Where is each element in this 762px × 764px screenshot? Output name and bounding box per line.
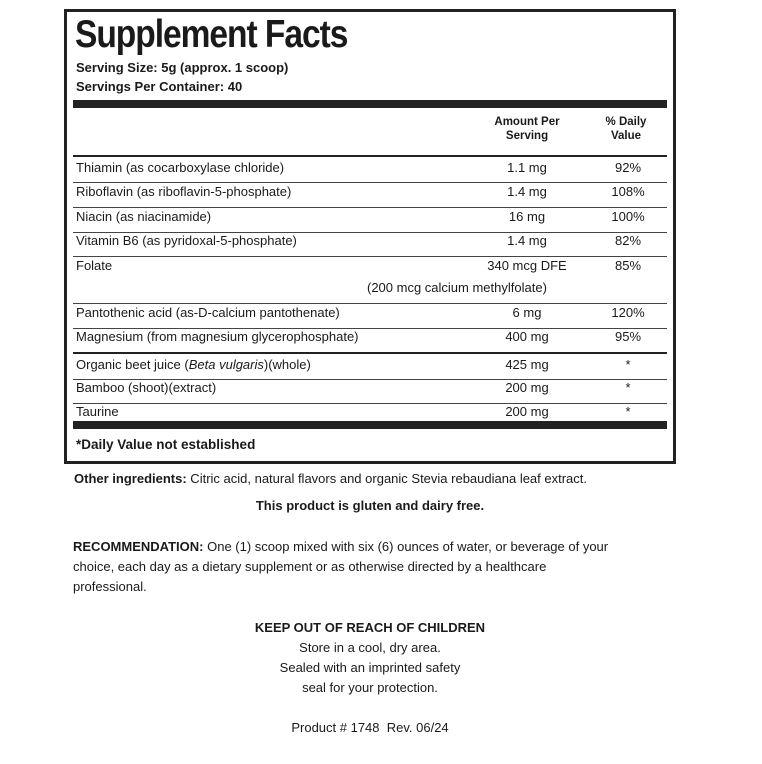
nutrient-name: Thiamin (as cocarboxylase chloride) [76,160,285,175]
ingredient-name: Bamboo (shoot)(extract) [76,380,217,395]
gluten-statement: This product is gluten and dairy free. [255,498,485,513]
top-thick-bar [73,100,667,108]
other-ingredients-label: Other ingredients: [74,471,187,486]
warning-title: KEEP OUT OF REACH OF CHILDREN [254,620,486,635]
nutrient-dv: 82% [614,233,642,248]
header-amount-line1: Amount Per [494,116,560,128]
nutrient-dv: 85% [614,258,642,273]
nutrient-name: Magnesium (from magnesium glycerophosphate) [76,329,359,344]
other-ingredients [74,469,587,489]
nutrient-amount: 6 mg [512,305,542,320]
bottom-thick-bar [73,421,667,429]
ingredient-name [76,355,311,375]
nutrient-amount: 16 mg [508,209,546,224]
ingredient-amount: 425 mg [505,357,549,372]
supplement-facts-panel [64,9,676,464]
nutrient-dv: 120% [611,305,645,320]
nutrient-row-vitamin-b6 [76,231,667,253]
serving-size: Serving Size: 5g (approx. 1 scoop) [76,60,289,75]
nutrient-row-niacin [76,207,667,229]
nutrient-name: Vitamin B6 (as pyridoxal-5-phosphate) [76,233,297,248]
nutrient-amount: 340 mcg DFE [487,258,567,273]
ingredient-row-beet-juice [76,355,667,377]
nutrient-row-thiamin [76,158,667,180]
other-ingredients-text: Citric acid, natural flavors and organic Stevia rebaudiana leaf extract. [186,471,588,486]
ingredient-dv: * [625,404,631,419]
ingredient-name-prefix: Organic beet juice ( [76,357,189,372]
nutrient-row-magnesium [76,327,667,349]
header-amount-line2: Serving [505,130,549,142]
ingredient-row-bamboo [76,378,667,400]
nutrient-row-riboflavin [76,182,667,204]
header-rule [73,155,667,157]
header-daily-value [595,115,657,143]
ingredient-amount: 200 mg [505,380,549,395]
ingredient-dv: * [625,357,631,372]
storage-line1: Store in a cool, dry area. [299,640,441,655]
servings-per-container: Servings Per Container: 40 [76,79,243,94]
nutrient-dv: 95% [614,329,642,344]
folate-note: (200 mcg calcium methylfolate) [367,280,547,295]
nutrient-amount: 400 mg [505,329,549,344]
nutrient-dv: 108% [611,184,645,199]
recommendation-line1 [73,537,608,557]
nutrient-row-folate [76,256,667,278]
storage-line3: seal for your protection. [302,680,438,695]
nutrient-dv: 100% [611,209,645,224]
nutrient-amount: 1.1 mg [507,160,547,175]
ingredient-name-suffix: )(whole) [263,357,311,372]
section-rule [73,352,667,354]
nutrient-amount: 1.4 mg [507,233,547,248]
nutrient-name: Folate [76,258,113,273]
daily-value-footnote: *Daily Value not established [76,437,256,452]
nutrient-name: Riboflavin (as riboflavin-5-phosphate) [76,184,292,199]
recommendation-text-line1: One (1) scoop mixed with six (6) ounces of water, or beverage of your [203,539,609,554]
nutrient-amount: 1.4 mg [507,184,547,199]
ingredient-name: Taurine [76,404,119,419]
ingredient-name-latin: Beta vulgaris [188,357,264,372]
storage-line2: Sealed with an imprinted safety [279,660,461,675]
header-dv-line1: % Daily [605,116,647,128]
nutrient-dv: 92% [614,160,642,175]
header-amount-per-serving [487,115,567,143]
nutrient-name: Niacin (as niacinamide) [76,209,212,224]
recommendation-label: RECOMMENDATION: [73,539,204,554]
nutrient-name: Pantothenic acid (as-D-calcium pantothenate) [76,305,340,320]
product-code: Product # 1748 Rev. 06/24 [291,720,449,735]
ingredient-dv: * [625,380,631,395]
ingredient-amount: 200 mg [505,404,549,419]
nutrient-row-pantothenic-acid [76,303,667,325]
recommendation-line3: professional. [73,579,147,594]
recommendation-line2: choice, each day as a dietary supplement or as otherwise directed by a healthcare [73,559,547,574]
panel-title: Supplement Facts [75,13,348,56]
header-dv-line2: Value [610,130,642,142]
